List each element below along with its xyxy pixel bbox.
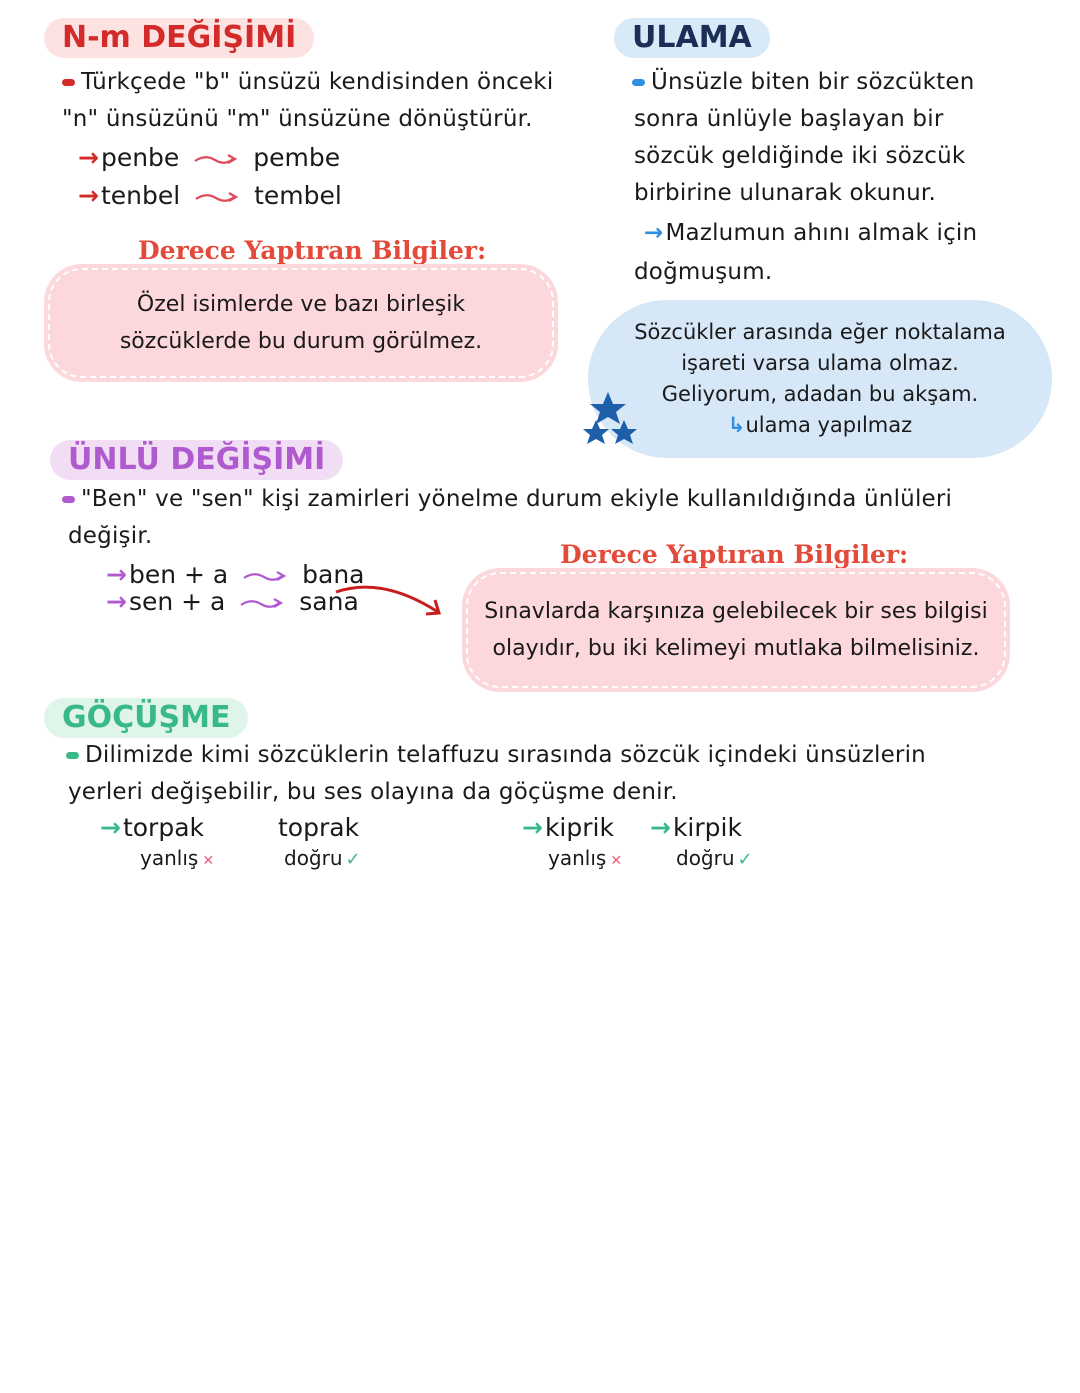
ulama-heading: ULAMA bbox=[614, 18, 770, 58]
ulama-note-line-3: Geliyorum, adadan bu akşam. bbox=[661, 382, 979, 406]
blue-arrow-icon: → bbox=[644, 220, 664, 246]
ulama-line-3: sözcük geldiğinde iki sözcük bbox=[634, 143, 966, 169]
stars-icon bbox=[582, 390, 642, 452]
hook-arrow-icon: ↳ bbox=[727, 413, 746, 437]
unlu-line-2: değişir. bbox=[68, 523, 153, 549]
wavy-arrow-icon bbox=[193, 152, 239, 166]
wavy-arrow-icon bbox=[239, 596, 285, 610]
unlu-note-line-2: olayıdır, bu iki kelimeyi mutlaka bilmelisiniz. bbox=[492, 636, 980, 661]
unlu-note-label: Derece Yaptıran Bilgiler: bbox=[560, 540, 909, 569]
purple-arrow-icon: → bbox=[106, 587, 127, 616]
ulama-example-line-1: →Mazlumun ahını almak için bbox=[644, 215, 977, 252]
green-arrow-icon: → bbox=[100, 813, 121, 842]
ulama-note-line-4: ↳ulama yapılmaz bbox=[727, 413, 913, 437]
purple-arrow-icon: → bbox=[106, 560, 127, 589]
nm-note-label: Derece Yaptıran Bilgiler: bbox=[138, 236, 487, 265]
gocusme-wrong-word-2: →kiprik bbox=[522, 813, 614, 842]
unlu-example-2: →sen + a sana bbox=[106, 587, 359, 616]
nm-line-1: Türkçede "b" ünsüzü kendisinden önceki bbox=[62, 64, 553, 101]
red-bullet-icon bbox=[62, 79, 75, 86]
gocusme-line-1: Dilimizde kimi sözcüklerin telaffuzu sırasında sözcük içindeki ünsüzlerin bbox=[66, 737, 926, 774]
ulama-note-line-1: Sözcükler arasında eğer noktalama bbox=[634, 320, 1006, 344]
unlu-note-box bbox=[466, 572, 1006, 688]
gocusme-right-word-1: toprak bbox=[278, 813, 360, 842]
blue-bullet-icon bbox=[632, 79, 645, 86]
gocusme-right-label-1: doğru ✓ bbox=[284, 846, 361, 870]
check-icon: ✓ bbox=[345, 849, 361, 870]
nm-note-line-2: sözcüklerde bu durum görülmez. bbox=[119, 329, 483, 354]
gocusme-right-word-2: →kirpik bbox=[650, 813, 742, 842]
nm-note-box bbox=[48, 268, 554, 378]
wavy-arrow-icon bbox=[194, 190, 240, 204]
gocusme-wrong-word-1: →torpak bbox=[100, 813, 204, 842]
cross-icon: ✕ bbox=[202, 853, 215, 869]
cross-icon: ✕ bbox=[610, 853, 623, 869]
red-arrow-icon: → bbox=[78, 143, 99, 172]
unlu-line-1: "Ben" ve "sen" kişi zamirleri yönelme durum ekiyle kullanıldığında ünlüleri bbox=[62, 481, 952, 518]
ulama-note-line-2: işareti varsa ulama olmaz. bbox=[681, 351, 959, 375]
gocusme-wrong-label-1: yanlış ✕ bbox=[140, 846, 215, 870]
wavy-arrow-icon bbox=[242, 569, 288, 583]
curved-arrow-icon bbox=[332, 580, 448, 628]
green-arrow-icon: → bbox=[522, 813, 543, 842]
ulama-example-line-2: doğmuşum. bbox=[634, 259, 773, 285]
nm-example-2: →tenbel tembel bbox=[78, 181, 342, 210]
nm-heading: N-m DEĞİŞİMİ bbox=[44, 18, 314, 58]
red-arrow-icon: → bbox=[78, 181, 99, 210]
ulama-note-box bbox=[588, 300, 1052, 458]
unlu-heading: ÜNLÜ DEĞİŞİMİ bbox=[50, 440, 343, 480]
unlu-note-line-1: Sınavlarda karşınıza gelebilecek bir ses bilgisi bbox=[484, 599, 988, 624]
nm-line-2: "n" ünsüzünü "m" ünsüzüne dönüştürür. bbox=[62, 106, 533, 132]
gocusme-heading: GÖÇÜŞME bbox=[44, 698, 248, 738]
nm-note-line-1: Özel isimlerde ve bazı birleşik bbox=[136, 292, 466, 317]
ulama-line-1: Ünsüzle biten bir sözcükten bbox=[632, 64, 975, 101]
gocusme-wrong-label-2: yanlış ✕ bbox=[548, 846, 623, 870]
green-arrow-icon: → bbox=[650, 813, 671, 842]
ulama-line-2: sonra ünlüyle başlayan bir bbox=[634, 106, 944, 132]
ulama-line-4: birbirine ulunarak okunur. bbox=[634, 180, 936, 206]
green-bullet-icon bbox=[66, 752, 79, 759]
check-icon: ✓ bbox=[737, 849, 753, 870]
purple-bullet-icon bbox=[62, 496, 75, 503]
nm-example-1: →penbe pembe bbox=[78, 143, 341, 172]
gocusme-right-label-2: doğru ✓ bbox=[676, 846, 753, 870]
gocusme-line-2: yerleri değişebilir, bu ses olayına da göçüşme denir. bbox=[68, 779, 678, 805]
unlu-example-1: →ben + a bana bbox=[106, 560, 365, 589]
